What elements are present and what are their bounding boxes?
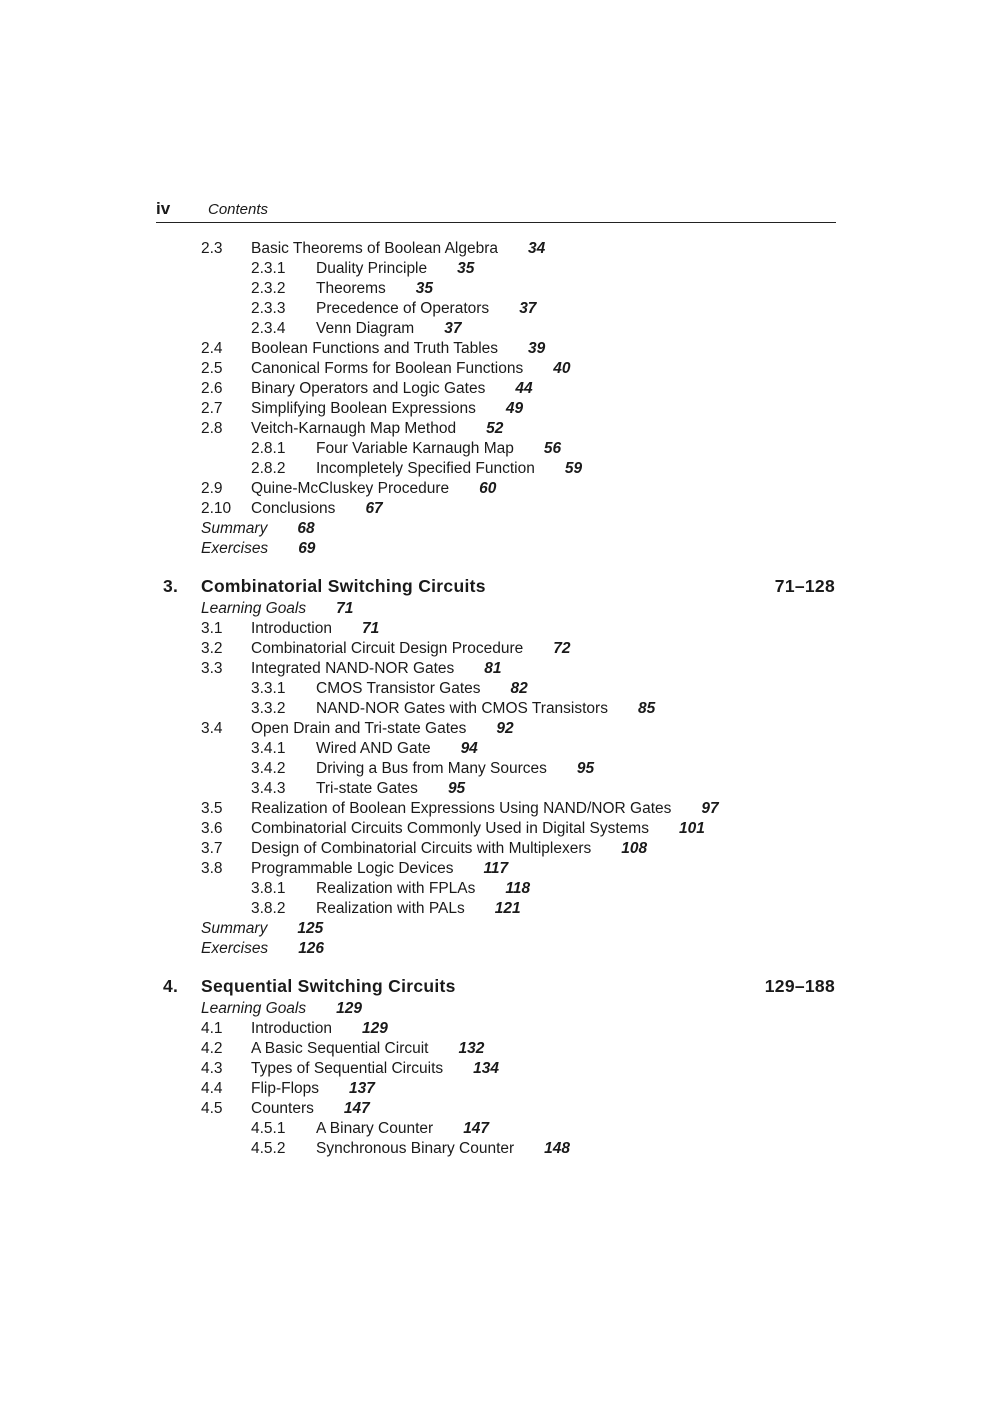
entry-page: 39 bbox=[528, 340, 546, 357]
entry-page: 137 bbox=[349, 1080, 375, 1097]
entry-number: 3.2 bbox=[201, 640, 223, 657]
toc-entry bbox=[0, 839, 992, 859]
page-number: iv bbox=[156, 199, 171, 218]
entry-page: 147 bbox=[463, 1120, 490, 1137]
running-header: Contents bbox=[208, 201, 269, 218]
entry-number: 4.3 bbox=[201, 1060, 223, 1077]
toc-entry bbox=[0, 599, 992, 619]
toc-entry bbox=[0, 699, 992, 719]
entry-number: 3.8 bbox=[201, 860, 223, 877]
entry-title: Tri-state Gates bbox=[316, 780, 418, 797]
entry-page: 82 bbox=[510, 680, 528, 697]
entry-page: 69 bbox=[298, 540, 316, 557]
toc-entry bbox=[0, 259, 992, 279]
entry-title: Learning Goals bbox=[201, 600, 307, 617]
entry-page: 59 bbox=[564, 460, 583, 477]
toc-entry bbox=[0, 1039, 992, 1059]
entry-page: 71 bbox=[336, 600, 354, 617]
entry-title: Open Drain and Tri-state Gates bbox=[251, 720, 467, 737]
entry-title: Driving a Bus from Many Sources bbox=[316, 760, 547, 777]
entry-number: 3.4.2 bbox=[251, 760, 286, 777]
entry-title: Realization of Boolean Expressions Using NAND/NOR Gates bbox=[251, 800, 672, 817]
toc-entry bbox=[0, 319, 992, 339]
entry-page: 108 bbox=[621, 840, 648, 857]
toc-entry bbox=[0, 819, 992, 839]
entry-number: 3.3.1 bbox=[251, 680, 286, 697]
chapter-page-range: 71–128 bbox=[774, 576, 835, 596]
toc-entry bbox=[0, 739, 992, 759]
toc-entry bbox=[0, 1019, 992, 1039]
entry-number: 2.5 bbox=[201, 360, 223, 377]
toc-entry bbox=[0, 359, 992, 379]
entry-title: Four Variable Karnaugh Map bbox=[316, 440, 514, 457]
entry-page: 34 bbox=[528, 240, 546, 257]
entry-page: 97 bbox=[701, 800, 719, 817]
toc-entry bbox=[0, 879, 992, 899]
entry-number: 3.3 bbox=[201, 660, 223, 677]
toc-entry bbox=[0, 379, 992, 399]
entry-page: 37 bbox=[444, 320, 462, 337]
entry-title: Wired AND Gate bbox=[316, 740, 431, 757]
toc-entry bbox=[0, 279, 992, 299]
entry-number: 2.3.2 bbox=[251, 280, 286, 297]
entry-title: Synchronous Binary Counter bbox=[316, 1140, 515, 1157]
header-rule bbox=[156, 222, 836, 223]
toc-entry bbox=[0, 659, 992, 679]
entry-page: 125 bbox=[297, 920, 324, 937]
entry-number: 3.4.1 bbox=[251, 740, 286, 757]
chapter-page-range: 129–188 bbox=[764, 976, 835, 996]
entry-page: 117 bbox=[483, 860, 509, 877]
entry-page: 40 bbox=[553, 360, 571, 377]
entry-title: A Binary Counter bbox=[316, 1120, 434, 1137]
toc-entry bbox=[0, 679, 992, 699]
entry-title: Theorems bbox=[316, 280, 386, 297]
toc-entry bbox=[0, 719, 992, 739]
toc-entry bbox=[0, 939, 992, 959]
entry-title: Exercises bbox=[201, 540, 269, 557]
entry-title: Incompletely Specified Function bbox=[316, 460, 535, 477]
toc-entry bbox=[0, 779, 992, 799]
entry-number: 2.3 bbox=[201, 240, 223, 257]
entry-page: 68 bbox=[297, 520, 315, 537]
entry-title: Types of Sequential Circuits bbox=[251, 1060, 444, 1077]
entry-title: Learning Goals bbox=[201, 1000, 307, 1017]
entry-page: 37 bbox=[519, 300, 537, 317]
entry-title: Combinatorial Circuits Commonly Used in Digital Systems bbox=[251, 820, 649, 837]
toc-entry bbox=[0, 639, 992, 659]
entry-title: CMOS Transistor Gates bbox=[316, 680, 481, 697]
entry-page: 95 bbox=[576, 760, 595, 777]
entry-page: 95 bbox=[447, 780, 466, 797]
entry-page: 67 bbox=[365, 500, 383, 517]
entry-number: 2.3.4 bbox=[251, 320, 286, 337]
toc-entry bbox=[0, 799, 992, 819]
toc-entry bbox=[0, 1099, 992, 1119]
entry-page: 101 bbox=[678, 820, 705, 837]
entry-number: 3.1 bbox=[201, 620, 223, 637]
toc-entry bbox=[0, 1059, 992, 1079]
toc-entry bbox=[0, 919, 992, 939]
entry-title: Exercises bbox=[201, 940, 269, 957]
entry-page: 81 bbox=[484, 660, 502, 677]
entry-page: 148 bbox=[544, 1140, 571, 1157]
entry-title: Summary bbox=[201, 520, 268, 537]
toc-entry bbox=[0, 399, 992, 419]
toc-entry bbox=[0, 539, 992, 559]
entry-number: 4.5.2 bbox=[251, 1140, 286, 1157]
entry-title: NAND-NOR Gates with CMOS Transistors bbox=[316, 700, 608, 717]
entry-number: 3. bbox=[163, 576, 179, 596]
entry-page: 56 bbox=[543, 440, 562, 457]
entry-page: 121 bbox=[494, 900, 521, 917]
entry-title: Integrated NAND-NOR Gates bbox=[251, 660, 455, 677]
entry-number: 3.5 bbox=[201, 800, 223, 817]
entry-number: 4.4 bbox=[201, 1080, 223, 1097]
entry-title: Boolean Functions and Truth Tables bbox=[251, 340, 499, 357]
toc-entry bbox=[0, 499, 992, 519]
chapter-heading bbox=[0, 974, 992, 999]
entry-page: 71 bbox=[362, 620, 380, 637]
entry-number: 3.4 bbox=[201, 720, 223, 737]
toc-entry bbox=[0, 419, 992, 439]
toc-entry bbox=[0, 619, 992, 639]
entry-number: 3.3.2 bbox=[251, 700, 286, 717]
toc-entry bbox=[0, 519, 992, 539]
entry-number: 2.10 bbox=[201, 500, 232, 517]
toc-entry bbox=[0, 1119, 992, 1139]
entry-title: Conclusions bbox=[251, 500, 336, 517]
entry-number: 4.5.1 bbox=[251, 1120, 286, 1137]
entry-page: 118 bbox=[505, 880, 531, 897]
entry-number: 2.8.1 bbox=[251, 440, 286, 457]
toc-entry bbox=[0, 459, 992, 479]
toc-entry bbox=[0, 339, 992, 359]
toc-entry bbox=[0, 859, 992, 879]
entry-number: 2.9 bbox=[201, 480, 223, 497]
entry-page: 49 bbox=[505, 400, 524, 417]
entry-number: 2.3.3 bbox=[251, 300, 286, 317]
entry-number: 2.4 bbox=[201, 340, 223, 357]
entry-title: Canonical Forms for Boolean Functions bbox=[251, 360, 524, 377]
entry-number: 3.6 bbox=[201, 820, 223, 837]
entry-title: Summary bbox=[201, 920, 268, 937]
toc-entry bbox=[0, 999, 992, 1019]
entry-page: 129 bbox=[336, 1000, 362, 1017]
entry-title: Simplifying Boolean Expressions bbox=[251, 400, 476, 417]
entry-page: 35 bbox=[457, 260, 475, 277]
entry-number: 4.1 bbox=[201, 1020, 223, 1037]
entry-title: Counters bbox=[251, 1100, 314, 1117]
entry-page: 126 bbox=[298, 940, 325, 957]
entry-number: 4. bbox=[163, 976, 179, 996]
entry-title: Realization with PALs bbox=[316, 900, 465, 917]
entry-title: Duality Principle bbox=[316, 260, 428, 277]
entry-number: 2.7 bbox=[201, 400, 223, 417]
entry-title: Combinatorial Switching Circuits bbox=[201, 576, 486, 596]
entry-title: Basic Theorems of Boolean Algebra bbox=[251, 240, 499, 257]
entry-page: 72 bbox=[553, 640, 571, 657]
chapter-heading bbox=[0, 574, 992, 599]
entry-number: 4.5 bbox=[201, 1100, 223, 1117]
entry-page: 132 bbox=[458, 1040, 485, 1057]
entry-title: Introduction bbox=[251, 620, 332, 637]
toc-entry bbox=[0, 759, 992, 779]
entry-page: 129 bbox=[362, 1020, 388, 1037]
entry-number: 2.8.2 bbox=[251, 460, 286, 477]
entry-title: Programmable Logic Devices bbox=[251, 860, 454, 877]
entry-page: 52 bbox=[486, 420, 504, 437]
entry-title: Binary Operators and Logic Gates bbox=[251, 380, 486, 397]
entry-page: 35 bbox=[415, 280, 434, 297]
toc-entry bbox=[0, 1139, 992, 1159]
entry-number: 3.7 bbox=[201, 840, 223, 857]
entry-number: 3.8.1 bbox=[251, 880, 286, 897]
entry-title: Precedence of Operators bbox=[316, 300, 490, 317]
entry-page: 44 bbox=[515, 380, 533, 397]
entry-number: 2.6 bbox=[201, 380, 223, 397]
entry-title: Venn Diagram bbox=[316, 320, 415, 337]
entry-page: 134 bbox=[473, 1060, 499, 1077]
entry-title: Flip-Flops bbox=[251, 1080, 320, 1097]
toc-entry bbox=[0, 479, 992, 499]
entry-page: 147 bbox=[343, 1100, 370, 1117]
entry-number: 2.8 bbox=[201, 420, 223, 437]
entry-page: 94 bbox=[460, 740, 478, 757]
entry-title: Design of Combinatorial Circuits with Multiplexers bbox=[251, 840, 592, 857]
entry-title: Combinatorial Circuit Design Procedure bbox=[251, 640, 524, 657]
entry-title: Introduction bbox=[251, 1020, 332, 1037]
entry-page: 60 bbox=[479, 480, 497, 497]
entry-title: A Basic Sequential Circuit bbox=[251, 1040, 429, 1057]
entry-title: Quine-McCluskey Procedure bbox=[251, 480, 450, 497]
table-of-contents bbox=[0, 239, 992, 1159]
toc-entry bbox=[0, 239, 992, 259]
entry-title: Veitch-Karnaugh Map Method bbox=[251, 420, 457, 437]
entry-page: 92 bbox=[496, 720, 514, 737]
toc-entry bbox=[0, 299, 992, 319]
entry-title: Realization with FPLAs bbox=[316, 880, 476, 897]
entry-number: 4.2 bbox=[201, 1040, 223, 1057]
entry-title: Sequential Switching Circuits bbox=[201, 976, 456, 996]
toc-entry bbox=[0, 439, 992, 459]
toc-entry bbox=[0, 899, 992, 919]
entry-page: 85 bbox=[637, 700, 656, 717]
entry-number: 3.4.3 bbox=[251, 780, 286, 797]
toc-entry bbox=[0, 1079, 992, 1099]
entry-number: 3.8.2 bbox=[251, 900, 286, 917]
entry-number: 2.3.1 bbox=[251, 260, 286, 277]
